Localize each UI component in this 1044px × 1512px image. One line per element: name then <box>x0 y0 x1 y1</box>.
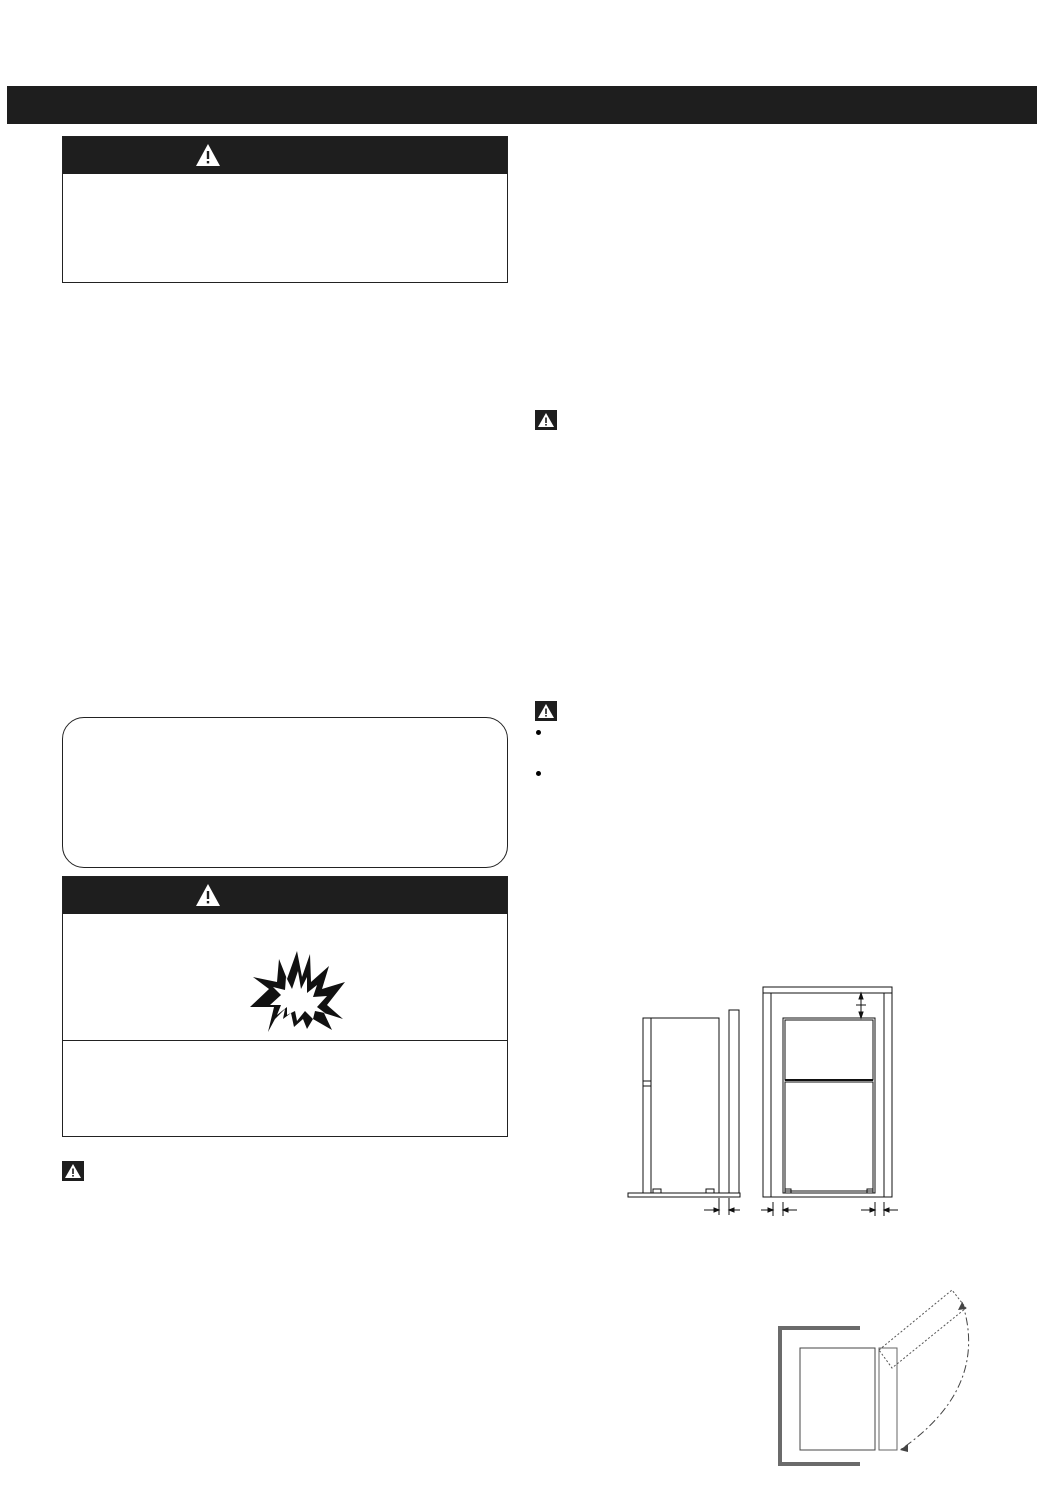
explosion-icon <box>247 949 347 1033</box>
explosion-box-header <box>63 877 507 914</box>
bullet-marker <box>536 771 541 776</box>
warning-box-header <box>63 137 507 174</box>
floor-base <box>628 1193 740 1197</box>
warning-triangle-icon <box>195 883 221 907</box>
warning-box-body <box>63 174 507 190</box>
warning-box-top <box>62 136 508 283</box>
cabinet-top <box>763 987 892 993</box>
explosion-warning-box <box>62 876 508 1137</box>
explosion-lower-body <box>63 1041 507 1136</box>
warning-triangle-icon <box>62 1161 84 1181</box>
warning-triangle-icon <box>195 143 221 167</box>
bullet-marker <box>536 730 541 735</box>
door-closed <box>879 1348 897 1450</box>
installation-clearance-diagram <box>620 980 910 1220</box>
section-header-bar <box>7 86 1037 124</box>
front-fridge-body <box>783 1018 875 1193</box>
rear-wall <box>729 1010 739 1193</box>
note-box <box>62 717 508 868</box>
wall-outline <box>778 1326 860 1330</box>
door-swing-diagram <box>770 1278 980 1478</box>
side-fridge-body <box>643 1018 719 1193</box>
left-column-text <box>62 300 508 700</box>
fridge-top-view <box>800 1348 875 1450</box>
warning-triangle-icon <box>535 701 557 721</box>
warning-triangle-icon <box>535 410 557 430</box>
right-column-intro <box>535 136 1005 396</box>
